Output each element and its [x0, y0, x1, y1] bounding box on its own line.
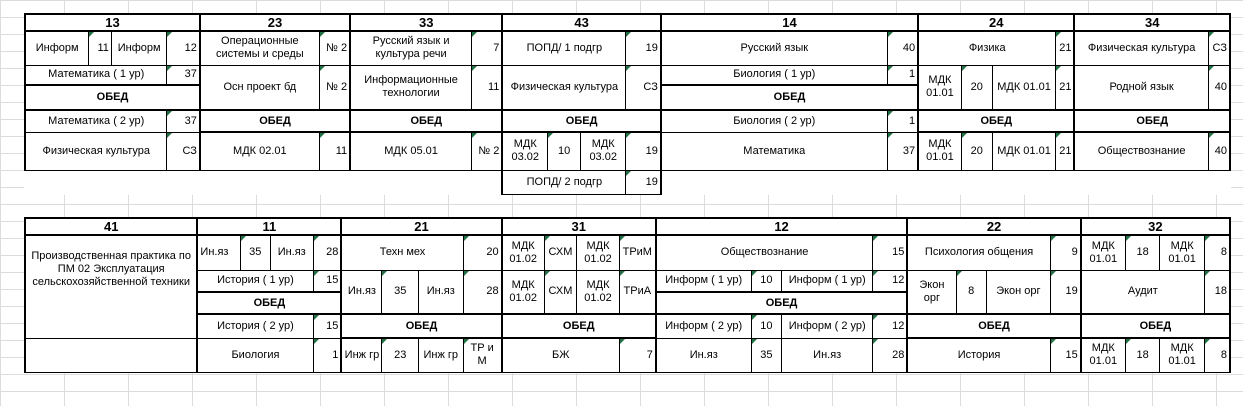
room-cell[interactable]: 11 [472, 65, 503, 110]
subject-cell[interactable]: БЖ [502, 338, 620, 372]
group-header: 22 [907, 218, 1080, 235]
group-header: 24 [918, 14, 1074, 31]
room-cell[interactable]: 18 [1204, 270, 1230, 314]
room-cell[interactable]: ТРиА [619, 270, 656, 314]
subject-cell[interactable]: Информ [111, 31, 167, 65]
subject-cell[interactable]: Физическая культура [1074, 31, 1208, 65]
subject-cell[interactable]: Биология [197, 338, 313, 372]
room-cell[interactable]: 21 [1056, 31, 1075, 65]
practice-cell[interactable]: Производственная практика по ПМ 02 Эксплуатация сельскохозяйственной техники [25, 235, 197, 338]
group-header: 13 [25, 14, 200, 31]
subject-cell[interactable]: История ( 1 ур) [197, 270, 313, 292]
room-cell[interactable]: 35 [751, 338, 781, 372]
lunch-cell[interactable]: ОБЕД [1074, 110, 1230, 132]
group-header: 23 [200, 14, 350, 31]
group-header: 31 [502, 218, 656, 235]
room-cell[interactable]: 15 [313, 314, 341, 338]
subject-cell[interactable]: Родной язык [1074, 65, 1208, 110]
room-cell[interactable]: 28 [313, 235, 341, 270]
subject-cell[interactable]: Ин.яз [418, 270, 463, 314]
subject-cell[interactable]: Техн мех [341, 235, 463, 270]
lunch-cell[interactable]: ОБЕД [907, 314, 1080, 338]
subject-cell[interactable]: Инж гр [341, 338, 382, 372]
room-cell[interactable]: 37 [167, 65, 200, 85]
room-cell[interactable]: № 2 [319, 65, 350, 110]
room-cell[interactable]: ТР и М [463, 338, 502, 372]
room-cell[interactable]: СЗ [626, 65, 661, 110]
subject-cell[interactable]: Математика ( 2 ур) [25, 110, 167, 132]
room-cell[interactable]: 35 [382, 270, 419, 314]
room-cell[interactable]: 23 [382, 338, 419, 372]
room-cell[interactable]: 37 [167, 110, 200, 132]
lunch-cell[interactable]: ОБЕД [200, 110, 350, 132]
subject-cell[interactable]: МДК 03.02 [502, 132, 547, 170]
empty-cell[interactable] [25, 338, 197, 372]
room-cell[interactable]: СЗ [1208, 31, 1230, 65]
subject-cell[interactable]: МДК 03.02 [581, 132, 626, 170]
subject-cell[interactable]: Информ [25, 31, 89, 65]
subject-cell[interactable]: МДК 01.01 [918, 132, 961, 170]
lunch-cell[interactable]: ОБЕД [1081, 314, 1230, 338]
subject-cell[interactable]: Русский язык [661, 31, 887, 65]
room-cell[interactable]: 40 [887, 31, 918, 65]
room-cell[interactable]: 19 [1050, 270, 1080, 314]
room-cell[interactable]: № 2 [472, 132, 503, 170]
subject-cell[interactable]: Информ ( 2 ур) [782, 314, 873, 338]
room-cell[interactable]: СХМ [544, 270, 576, 314]
subject-cell[interactable]: Обществознание [656, 235, 873, 270]
room-cell[interactable]: 10 [548, 132, 581, 170]
room-cell[interactable]: 10 [751, 270, 781, 292]
subject-cell[interactable]: Обществознание [1074, 132, 1208, 170]
subject-cell[interactable]: МДК 01.01 [992, 132, 1056, 170]
room-cell[interactable]: 21 [1056, 65, 1075, 110]
group-header: 41 [25, 218, 197, 235]
group-header: 14 [661, 14, 918, 31]
room-cell[interactable]: СХМ [544, 235, 576, 270]
room-cell[interactable]: 8 [956, 270, 986, 314]
subject-cell[interactable]: Информ ( 2 ур) [656, 314, 751, 338]
subject-cell[interactable]: МДК 01.02 [577, 235, 620, 270]
room-cell[interactable]: 40 [1208, 65, 1230, 110]
subject-cell[interactable]: МДК 01.02 [502, 235, 545, 270]
room-cell[interactable]: 37 [887, 132, 918, 170]
subject-cell[interactable]: Психология общения [907, 235, 1050, 270]
subject-cell[interactable]: Ин.яз [341, 270, 382, 314]
room-cell[interactable]: 18 [1125, 235, 1159, 270]
group-header: 12 [656, 218, 908, 235]
lunch-cell[interactable]: ОБЕД [341, 314, 501, 338]
subject-cell[interactable]: МДК 05.01 [350, 132, 471, 170]
lunch-cell[interactable]: ОБЕД [661, 85, 918, 110]
lunch-cell[interactable]: ОБЕД [656, 292, 908, 314]
room-cell[interactable]: 20 [961, 132, 992, 170]
room-cell[interactable]: 1 [887, 110, 918, 132]
room-cell[interactable]: 7 [619, 338, 656, 372]
room-cell[interactable]: 11 [89, 31, 112, 65]
room-cell[interactable]: 21 [1056, 132, 1075, 170]
room-cell[interactable]: 12 [167, 31, 200, 65]
room-cell[interactable]: 19 [626, 132, 661, 170]
room-cell[interactable]: 15 [1050, 338, 1080, 372]
subject-cell[interactable]: Операционные системы и среды [200, 31, 319, 65]
room-cell[interactable]: 20 [961, 65, 992, 110]
room-cell[interactable]: 11 [319, 132, 350, 170]
subject-cell[interactable]: История [907, 338, 1050, 372]
subject-cell[interactable]: МДК 01.01 [1081, 338, 1126, 372]
subject-cell[interactable]: МДК 01.02 [502, 270, 545, 314]
lunch-cell[interactable]: ОБЕД [350, 110, 502, 132]
room-cell[interactable]: 20 [463, 235, 502, 270]
subject-cell[interactable]: МДК 01.01 [1160, 338, 1205, 372]
subject-cell[interactable]: Математика ( 1 ур) [25, 65, 167, 85]
subject-cell[interactable]: ПОПД/ 1 подгр [502, 31, 625, 65]
room-cell[interactable]: 19 [626, 31, 661, 65]
room-cell[interactable]: 15 [873, 235, 908, 270]
empty-cell [661, 170, 1230, 194]
lunch-cell[interactable]: ОБЕД [502, 314, 656, 338]
subject-cell[interactable]: Инж гр [418, 338, 463, 372]
subject-cell[interactable]: Физическая культура [502, 65, 625, 110]
room-cell[interactable]: СЗ [167, 132, 200, 170]
schedule-table-top [24, 13, 1231, 195]
lunch-cell[interactable]: ОБЕД [197, 292, 341, 314]
group-header: 34 [1074, 14, 1230, 31]
subject-cell[interactable]: Информ ( 1 ур) [656, 270, 751, 292]
subject-cell[interactable]: Экон орг [986, 270, 1050, 314]
subject-cell[interactable]: Математика [661, 132, 887, 170]
room-cell[interactable]: 19 [626, 170, 661, 194]
group-header: 43 [502, 14, 660, 31]
subject-cell[interactable]: МДК 01.01 [992, 65, 1056, 110]
room-cell[interactable]: 18 [1125, 338, 1159, 372]
room-cell[interactable]: 7 [472, 31, 503, 65]
subject-cell[interactable]: Ин.яз [656, 338, 751, 372]
room-cell[interactable]: 28 [873, 338, 908, 372]
room-cell[interactable]: 12 [873, 270, 908, 292]
subject-cell[interactable]: Ин.яз [782, 338, 873, 372]
subject-cell[interactable]: Биология ( 1 ур) [661, 65, 887, 85]
subject-cell[interactable]: История ( 2 ур) [197, 314, 313, 338]
subject-cell[interactable]: Информационные технологии [350, 65, 471, 110]
subject-cell[interactable]: Информ ( 1 ур) [782, 270, 873, 292]
room-cell[interactable]: 1 [313, 338, 341, 372]
subject-cell[interactable]: МДК 01.01 [918, 65, 961, 110]
subject-cell[interactable]: Русский язык и культура речи [350, 31, 471, 65]
subject-cell[interactable]: Биология ( 2 ур) [661, 110, 887, 132]
room-cell[interactable]: 28 [463, 270, 502, 314]
room-cell[interactable]: 8 [1204, 235, 1230, 270]
group-header: 33 [350, 14, 502, 31]
subject-cell[interactable]: МДК 01.02 [577, 270, 620, 314]
room-cell[interactable]: ТРиМ [619, 235, 656, 270]
subject-cell[interactable]: Ин.яз [270, 235, 313, 270]
room-cell[interactable]: 9 [1050, 235, 1080, 270]
group-header: 11 [197, 218, 341, 235]
room-cell[interactable]: 40 [1208, 132, 1230, 170]
schedule-table-bottom [24, 217, 1231, 373]
subject-cell[interactable]: МДК 01.01 [1081, 235, 1126, 270]
subject-cell[interactable]: ПОПД/ 2 подгр [502, 170, 625, 194]
subject-cell[interactable]: Ин.яз [197, 235, 240, 270]
empty-cell [25, 170, 502, 194]
group-header: 21 [341, 218, 501, 235]
lunch-cell[interactable]: ОБЕД [25, 85, 200, 110]
subject-cell[interactable]: Физика [918, 31, 1056, 65]
room-cell[interactable]: 10 [751, 314, 781, 338]
lunch-cell[interactable]: ОБЕД [502, 110, 660, 132]
subject-cell[interactable]: Аудит [1081, 270, 1205, 314]
room-cell[interactable]: 8 [1204, 338, 1230, 372]
room-cell[interactable]: 35 [240, 235, 270, 270]
group-header: 32 [1081, 218, 1230, 235]
subject-cell[interactable]: Осн проект бд [200, 65, 319, 110]
subject-cell[interactable]: Физическая культура [25, 132, 167, 170]
subject-cell[interactable]: Экон орг [907, 270, 956, 314]
room-cell[interactable]: 12 [873, 314, 908, 338]
room-cell[interactable]: 1 [887, 65, 918, 85]
room-cell[interactable]: 15 [313, 270, 341, 292]
subject-cell[interactable]: МДК 02.01 [200, 132, 319, 170]
subject-cell[interactable]: МДК 01.01 [1160, 235, 1205, 270]
lunch-cell[interactable]: ОБЕД [918, 110, 1074, 132]
room-cell[interactable]: № 2 [319, 31, 350, 65]
